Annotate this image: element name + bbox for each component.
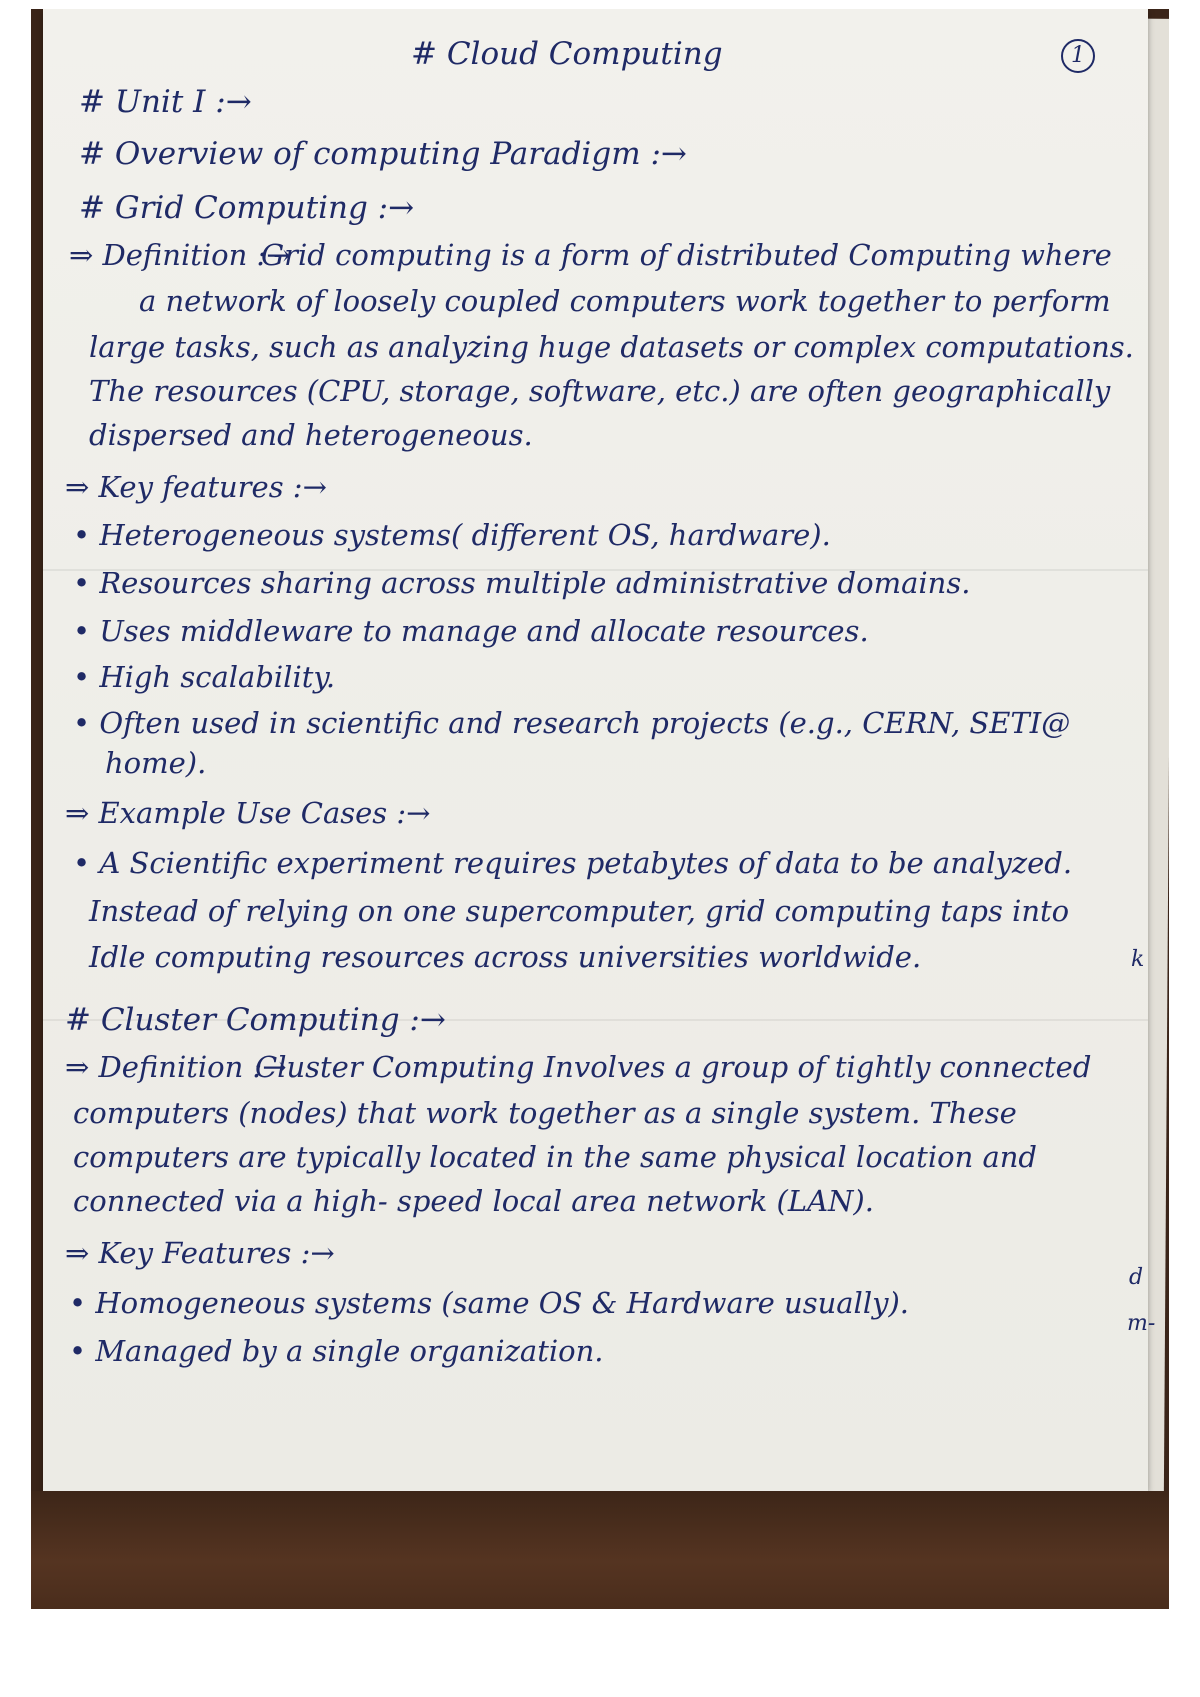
cluster-definition-line: computers (nodes) that work together as a single system. These	[73, 1096, 1017, 1130]
grid-usecase-line: • A Scientific experiment requires petabytes of data to be analyzed.	[73, 846, 1073, 880]
edge-mark: k	[1131, 947, 1145, 972]
heading-cluster-computing: # Cluster Computing :→	[65, 1002, 446, 1038]
notebook-page	[43, 9, 1156, 1491]
grid-feature-item: • Heterogeneous systems( different OS, hardware).	[73, 518, 831, 552]
heading-unit: # Unit I :→	[79, 84, 252, 120]
grid-definition-line: Grid computing is a form of distributed Computing where	[261, 238, 1112, 272]
grid-usecase-line: Idle computing resources across universities worldwide.	[89, 940, 922, 974]
grid-definition-label: ⇒ Definition :→	[69, 238, 291, 272]
grid-usecase-line: Instead of relying on one supercomputer, grid computing taps into	[89, 894, 1070, 928]
grid-definition-line: dispersed and heterogeneous.	[89, 418, 533, 452]
cluster-definition-line: computers are typically located in the same physical location and	[73, 1140, 1037, 1174]
page-number: 1	[1061, 39, 1095, 73]
grid-features-label: ⇒ Key features :→	[65, 470, 327, 504]
grid-definition-line: large tasks, such as analyzing huge datasets or complex computations.	[89, 330, 1134, 364]
grid-definition-line: The resources (CPU, storage, software, etc.) are often geographically	[89, 374, 1111, 408]
cluster-feature-item: • Managed by a single organization.	[69, 1334, 604, 1368]
grid-usecases-label: ⇒ Example Use Cases :→	[65, 796, 431, 830]
grid-definition-line: a network of loosely coupled computers work together to perform	[139, 284, 1111, 318]
grid-feature-item: home).	[105, 746, 207, 780]
cluster-definition-line: Cluster Computing Involves a group of tightly connected	[255, 1050, 1092, 1084]
cluster-feature-item: • Homogeneous systems (same OS & Hardware usually).	[69, 1286, 910, 1320]
cluster-definition-label: ⇒ Definition :→	[65, 1050, 287, 1084]
photo-background	[31, 9, 1169, 1609]
cluster-features-label: ⇒ Key Features :→	[65, 1236, 335, 1270]
edge-mark: d	[1129, 1265, 1144, 1290]
grid-feature-item: • Resources sharing across multiple administrative domains.	[73, 566, 971, 600]
edge-mark: m-	[1127, 1311, 1156, 1336]
page-title: # Cloud Computing	[411, 36, 723, 72]
cluster-definition-line: connected via a high- speed local area network (LAN).	[73, 1184, 874, 1218]
grid-feature-item: • High scalability.	[73, 660, 336, 694]
wooden-table	[31, 1491, 1169, 1609]
grid-feature-item: • Often used in scientific and research projects (e.g., CERN, SETI@	[73, 706, 1071, 740]
grid-feature-item: • Uses middleware to manage and allocate resources.	[73, 614, 869, 648]
heading-overview: # Overview of computing Paradigm :→	[79, 136, 687, 172]
heading-grid-computing: # Grid Computing :→	[79, 190, 415, 226]
